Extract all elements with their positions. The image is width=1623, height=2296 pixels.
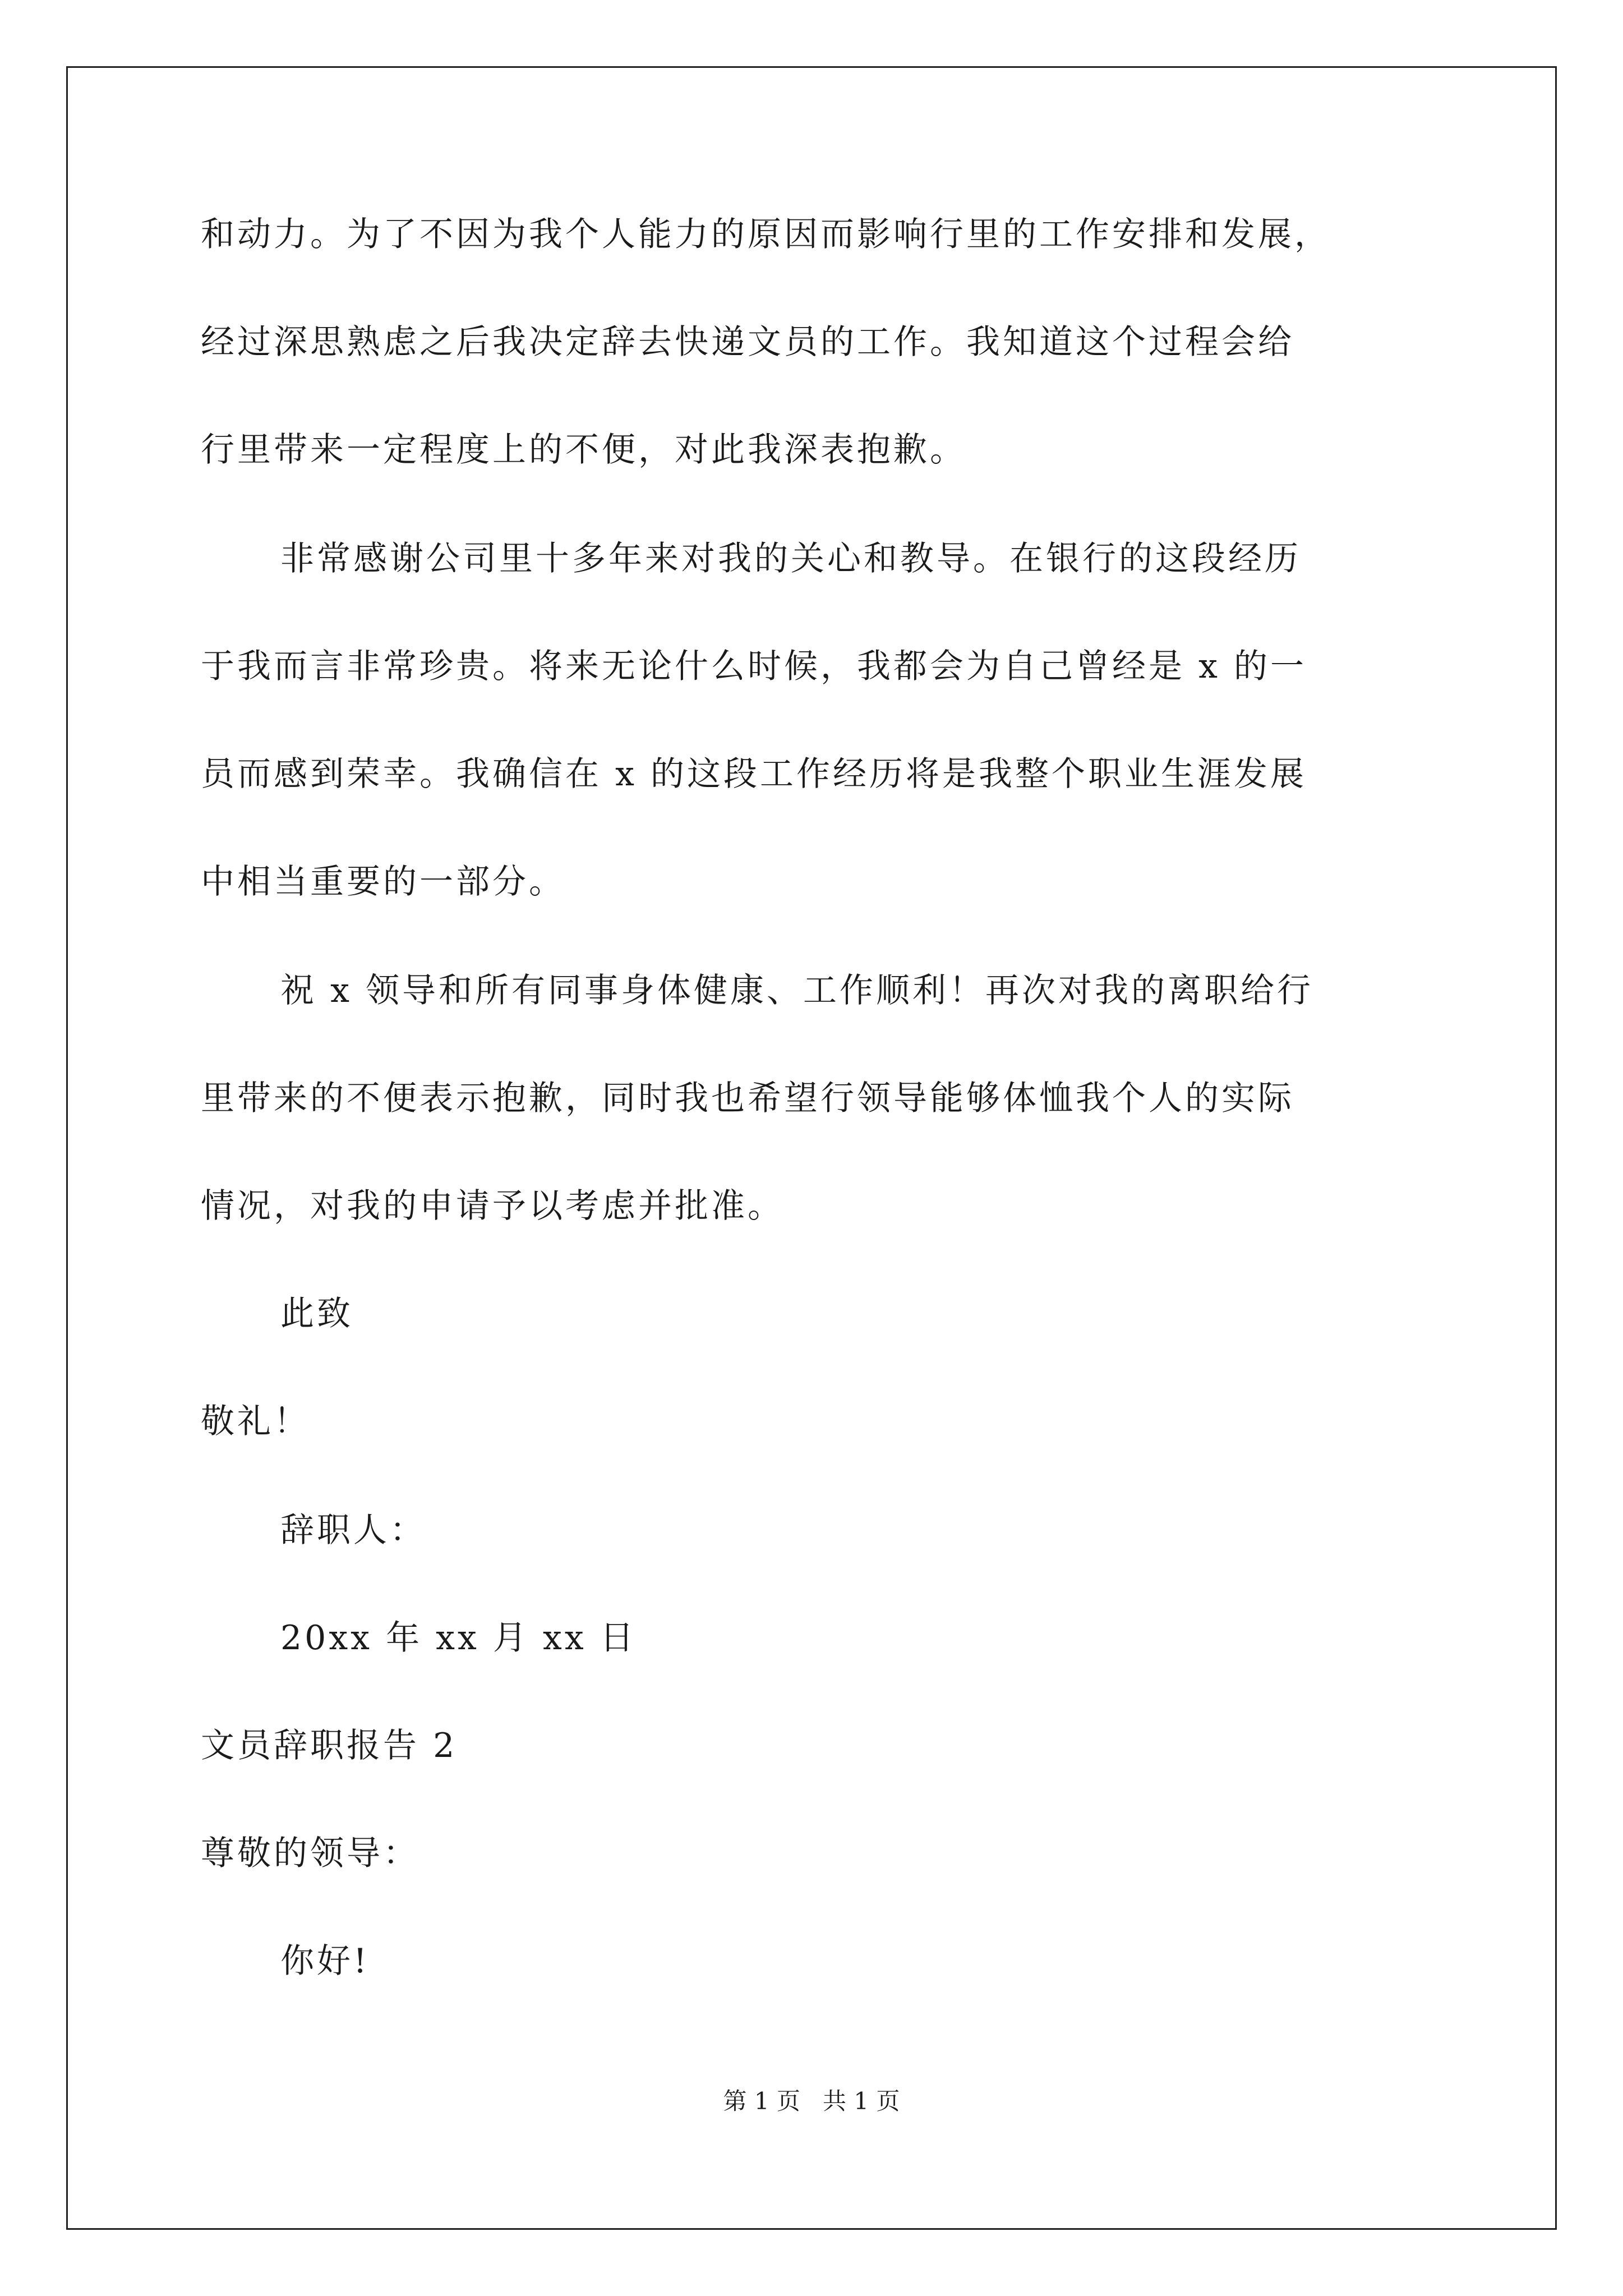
paragraph-line: 于我而言非常珍贵。将来无论什么时候，我都会为自己曾经是 x 的一 bbox=[201, 647, 1307, 686]
greeting: 你好! bbox=[280, 1941, 370, 1981]
page-border bbox=[66, 66, 1557, 2230]
closing-salutation: 此致 bbox=[280, 1294, 353, 1333]
paragraph-line: 行里带来一定程度上的不便，对此我深表抱歉。 bbox=[201, 430, 966, 470]
paragraph-line: 中相当重要的一部分。 bbox=[201, 862, 565, 901]
signature-label: 辞职人： bbox=[280, 1511, 426, 1550]
paragraph-line: 员而感到荣幸。我确信在 x 的这段工作经历将是我整个职业生涯发展 bbox=[201, 754, 1307, 794]
paragraph-line: 非常感谢公司里十多年来对我的关心和教导。在银行的这段经历 bbox=[280, 539, 1301, 578]
closing-regards: 敬礼！ bbox=[201, 1402, 310, 1441]
salutation: 尊敬的领导： bbox=[201, 1834, 419, 1873]
paragraph-line: 情况，对我的申请予以考虑并批准。 bbox=[201, 1186, 784, 1226]
section-title: 文员辞职报告 2 bbox=[201, 1726, 458, 1765]
date-line: 20xx 年 xx 月 xx 日 bbox=[280, 1618, 637, 1658]
page-footer: 第 1 页 共 1 页 bbox=[723, 2087, 900, 2115]
paragraph-line: 祝 x 领导和所有同事身体健康、工作顺利！再次对我的离职给行 bbox=[280, 971, 1313, 1010]
paragraph-line: 经过深思熟虑之后我决定辞去快递文员的工作。我知道这个过程会给 bbox=[201, 323, 1294, 362]
paragraph-line: 里带来的不便表示抱歉，同时我也希望行领导能够体恤我个人的实际 bbox=[201, 1079, 1294, 1118]
paragraph-line: 和动力。为了不因为我个人能力的原因而影响行里的工作安排和发展， bbox=[201, 215, 1331, 254]
